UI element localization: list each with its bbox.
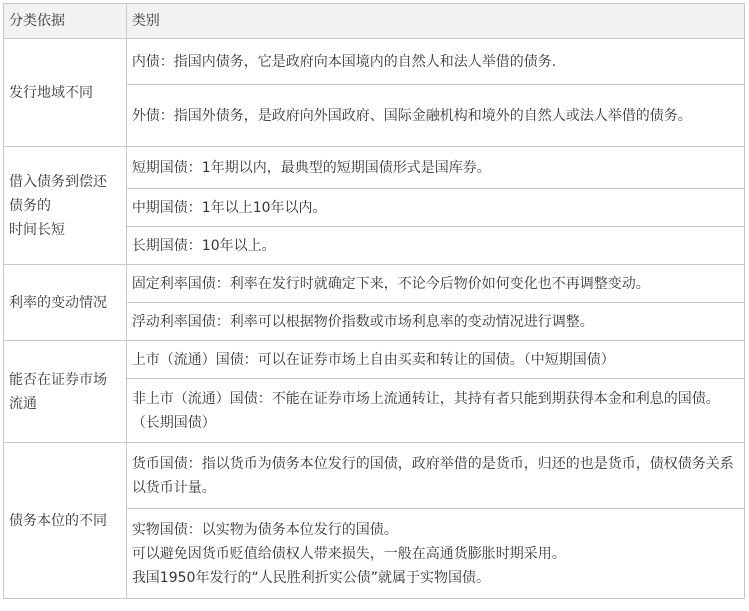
category-cell: 上市（流通）国债：可以在证券市场上自由买卖和转让的国债。（中短期国债） [126, 341, 744, 379]
basis-line: 流通 [9, 395, 37, 412]
basis-cell: 发行地域不同 [4, 39, 127, 147]
table-row [4, 341, 745, 379]
header-category: 类别 [126, 4, 744, 39]
bond-classification-table [3, 3, 745, 599]
basis-line: 时间长短 [9, 221, 65, 238]
category-cell: 固定利率国债：利率在发行时就确定下来，不论今后物价如何变化也不再调整变动。 [126, 265, 744, 303]
header-row [4, 4, 745, 39]
basis-cell: 利率的变动情况 [4, 265, 127, 341]
basis-line: 能否在证券市场 [9, 371, 107, 388]
basis-cell [4, 341, 127, 443]
table-row [4, 147, 745, 189]
category-cell: 中期国债：1年以上10年以内。 [126, 189, 744, 227]
category-cell: 长期国债：10年以上。 [126, 227, 744, 265]
table-row [4, 265, 745, 303]
category-cell: 浮动利率国债：利率可以根据物价指数或市场利息率的变动情况进行调整。 [126, 303, 744, 341]
header-basis: 分类依据 [4, 4, 127, 39]
category-cell: 内债：指国内债务，它是政府向本国境内的自然人和法人举借的债务. [126, 39, 744, 85]
category-cell: 货币国债：指以货币为债务本位发行的国债，政府举借的是货币，归还的也是货币，债权债务关系以货币计量。 [126, 443, 744, 509]
category-cell: 非上市（流通）国债：不能在证券市场上流通转让，其持有者只能到期获得本金和利息的国债。（长期国债） [126, 379, 744, 443]
category-cell [126, 509, 744, 599]
category-line: 我国1950年发行的“人民胜利折实公债”就属于实物国债。 [131, 569, 490, 586]
basis-cell: 债务本位的不同 [4, 443, 127, 599]
category-cell: 短期国债：1年期以内，最典型的短期国债形式是国库券。 [126, 147, 744, 189]
basis-cell [4, 147, 127, 265]
basis-line: 借入债务到偿还 [9, 173, 107, 190]
category-cell: 外债：指国外债务，是政府向外国政府、国际金融机构和境外的自然人或法人举借的债务。 [126, 85, 744, 147]
category-line: 实物国债：以实物为债务本位发行的国债。 [131, 521, 398, 538]
table-row [4, 39, 745, 85]
basis-line: 债务的 [9, 197, 51, 214]
table-row [4, 443, 745, 509]
category-line: 可以避免因货币贬值给债权人带来损失，一般在高通货膨胀时期采用。 [131, 545, 566, 562]
